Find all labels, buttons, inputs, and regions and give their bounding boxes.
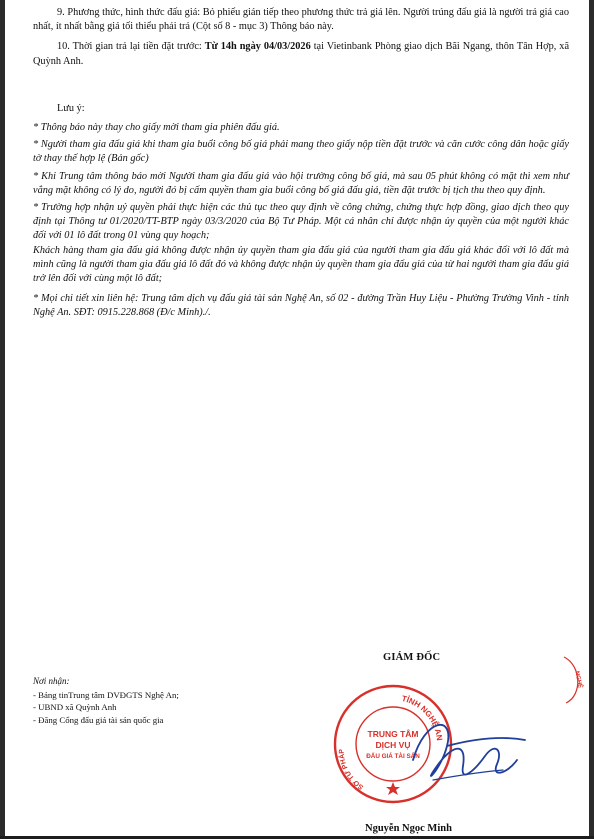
- note-item: * Khi Trung tâm thông báo mời Người tham gia đấu giá vào hội trường công bố giá, mà sau 05 phút không có mặt thì xem như vắng mặt không có lý do, người đó bị cấm quyền tham gia buổi công bố giá đấu giá, tiền đặt trước bị tịch thu theo quy định.: [33, 170, 569, 196]
- recipients-block: [33, 675, 179, 726]
- recipients-heading: Nơi nhận:: [33, 676, 70, 686]
- corner-stamp-text: NGHỆ: [573, 670, 583, 689]
- note-item: * Trường hợp nhận uỷ quyền phải thực hiện các thủ tục theo quy định về công chứng, chứng thực hợp đồng, giao dịch theo quy định tại Thông tư 01/2020/TT-BTP ngày 03/3/2020 của Bộ Tư Pháp. Một cá nhân chỉ được nhận ủy quyền của một người khác đối với 01 lô đất trong 01 vùng quy hoạch;: [33, 202, 569, 242]
- recipient-item: - Bảng tinTrung tâm DVĐGTS Nghệ An;: [33, 689, 179, 700]
- signer-name: Nguyễn Ngọc Minh: [365, 823, 452, 834]
- seal-outer-top: TỈNH NGHỆ AN: [400, 693, 444, 742]
- document-body: [33, 6, 569, 69]
- paragraph-10: [33, 40, 569, 68]
- corner-stamp-icon: [561, 655, 585, 705]
- seal-line-2: DỊCH VỤ: [375, 740, 411, 750]
- document-page: [5, 0, 589, 839]
- note-item: Khách hàng tham gia đấu giá không được nhận ủy quyền tham gia đấu giá của người tham gia đấu giá khác đối với lô đất mà mình cũng là người tham gia đấu giá lô đất đó và không được nhận ủy quyền tham gia đấu giá của từ hai người tham gia đấu giá trở lên đối với cùng một lô đất;: [33, 244, 569, 285]
- note-item: * Mọi chi tiết xin liên hệ: Trung tâm dịch vụ đấu giá tài sản Nghệ An, số 02 - đường Trần Huy Liệu - Phường Trường Vinh - tỉnh Nghệ An. SĐT: 0915.228.868 (Đ/c Minh)./.: [33, 293, 569, 319]
- signature-title: GIÁM ĐỐC: [383, 652, 441, 663]
- seal-outer-left: SỞ TƯ PHÁP: [338, 748, 365, 791]
- notes-section: [33, 121, 569, 321]
- recipient-item: - UBND xã Quỳnh Anh: [33, 702, 117, 712]
- handwritten-signature-icon: [385, 700, 545, 810]
- paragraph-9: 9. Phương thức, hình thức đấu giá: Bỏ phiếu gián tiếp theo phương thức trả giá lên. Người trúng đấu giá là người trả giá cao nhất, ít nhất bằng giá tối thiểu phải trả (Cột số 8 - mục 3) Thông báo này.: [33, 7, 569, 33]
- seal-line-3: ĐẤU GIÁ TÀI SẢN: [366, 753, 420, 760]
- seal-line-1: TRUNG TÂM: [367, 729, 419, 739]
- note-item: * Thông báo này thay cho giấy mời tham gia phiên đấu giá.: [33, 122, 280, 133]
- paragraph-10-suffix: tại Vietinbank Phòng giao dịch Bãi Ngang, thôn Tân Hợp, xã Quỳnh Anh.: [33, 41, 570, 67]
- refund-time: Từ 14h ngày 04/03/2026: [204, 41, 311, 53]
- recipient-item: - Đăng Cổng đấu giá tài sản quốc gia: [33, 714, 164, 725]
- paragraph-10-prefix: 10. Thời gian trả lại tiền đặt trước:: [57, 41, 205, 53]
- note-item: * Người tham gia đấu giá khi tham gia buổi công bố giá phải mang theo giấy nộp tiền đặt trước và căn cước công dân hoặc giấy tờ thay thế hợp lệ (Bản gốc): [33, 139, 569, 165]
- note-label: Lưu ý:: [57, 103, 85, 114]
